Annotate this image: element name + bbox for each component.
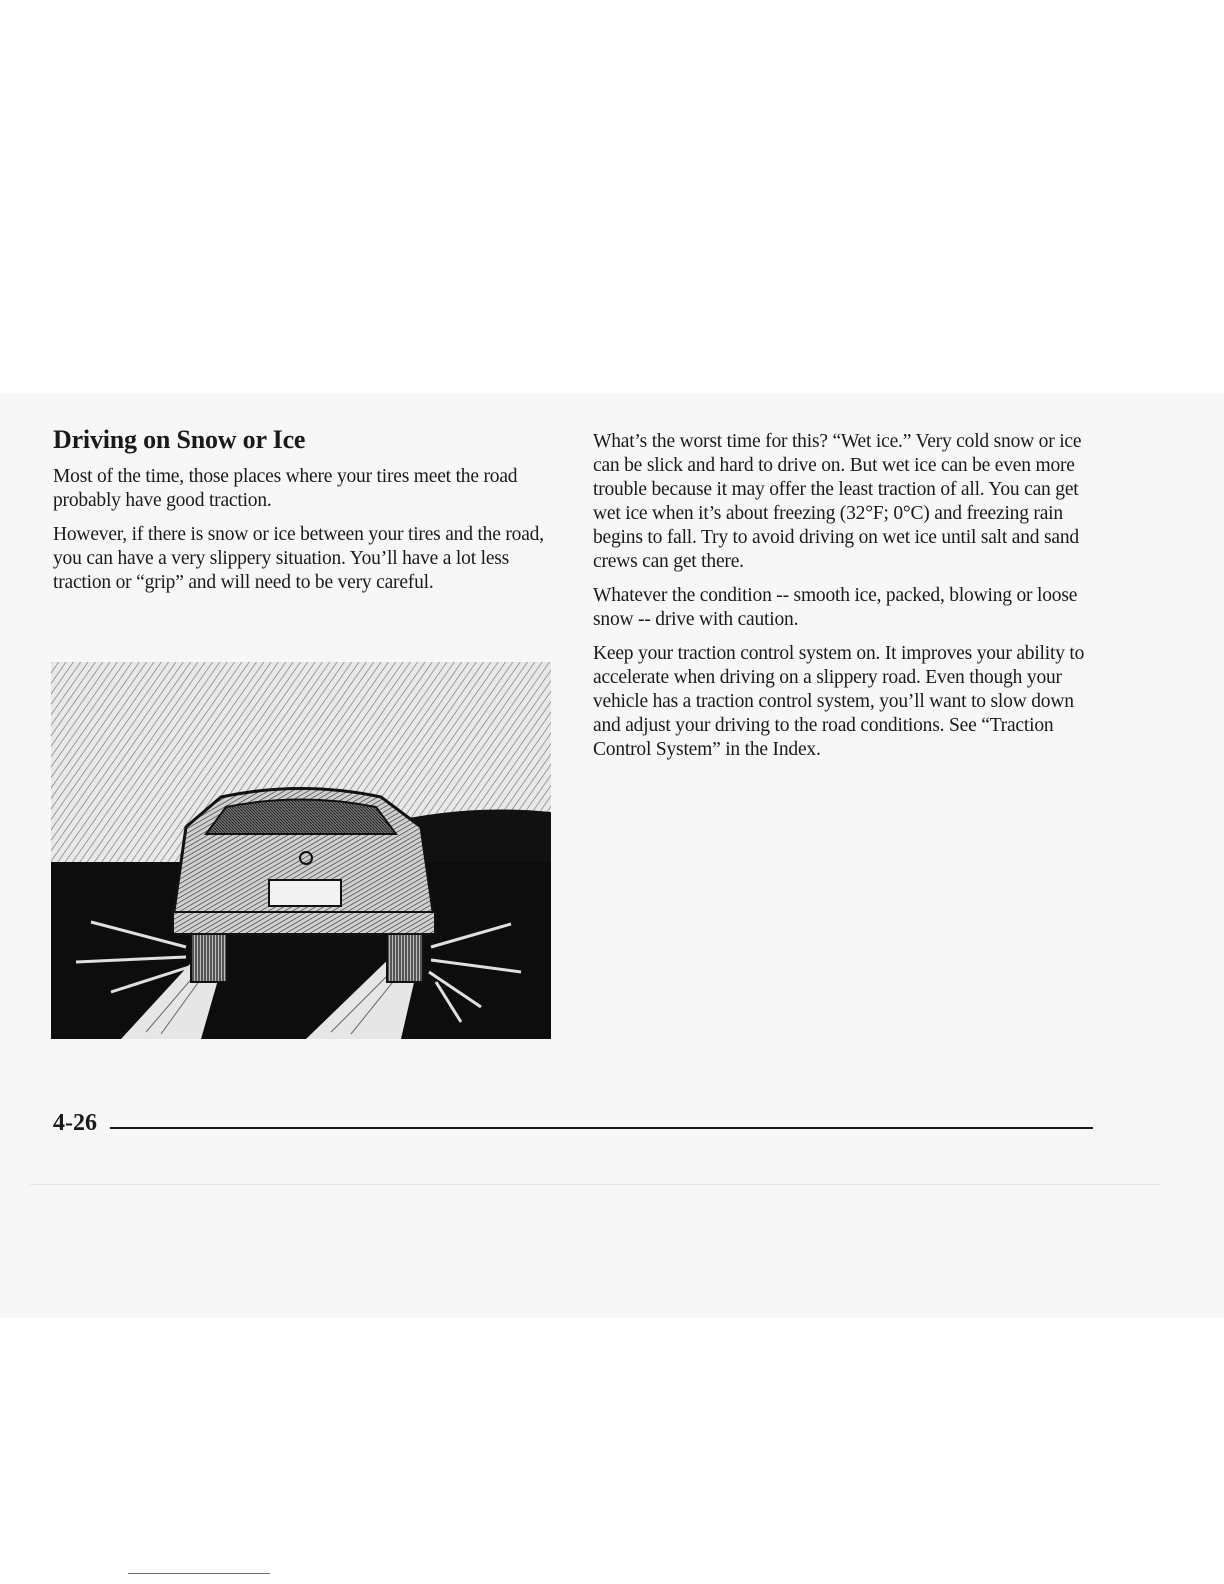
- rear-window: [206, 800, 396, 835]
- paragraph-slippery: However, if there is snow or ice between your tires and the road, you can have a very slippery situation. You’ll have a lot less traction or “grip” and will need to be very careful.: [53, 524, 544, 593]
- paragraph-traction: Most of the time, those places where your tires meet the road probably have good traction.: [53, 466, 518, 511]
- footer-rule: [110, 1127, 1093, 1129]
- car-illustration-svg: [51, 662, 551, 1039]
- left-rear-tire: [191, 934, 227, 982]
- paragraph-caution: Whatever the condition -- smooth ice, packed, blowing or loose snow -- drive with caution.: [593, 585, 1078, 630]
- bottom-mark: [128, 1573, 270, 1574]
- scan-edge-line: [30, 1184, 1160, 1185]
- page-footer: [53, 1110, 1093, 1146]
- paragraph-wet-ice: What’s the worst time for this? “Wet ice.” Very cold snow or ice can be slick and hard to drive on. But wet ice can be even more trouble because it may offer the least traction of all. You can get wet ice when it’s about freezing (32°F; 0°C) and freezing rain begins to fall. Try to avoid driving on wet ice until salt and sand crews can get there.: [593, 431, 1082, 572]
- car-on-ice-illustration: [51, 662, 551, 1039]
- left-column: [53, 425, 553, 605]
- section-title: Driving on Snow or Ice: [53, 425, 306, 454]
- right-column: [593, 430, 1093, 772]
- license-plate: [269, 880, 341, 906]
- rear-bumper: [173, 912, 435, 934]
- page-number: 4-26: [53, 1110, 97, 1136]
- paragraph-traction-control: Keep your traction control system on. It improves your ability to accelerate when driving on a slippery road. Even though your vehicle has a traction control system, you’ll want to slow down and adjust your driving to the road conditions. See “Traction Control System” in the Index.: [593, 643, 1085, 760]
- right-rear-tire: [387, 934, 423, 982]
